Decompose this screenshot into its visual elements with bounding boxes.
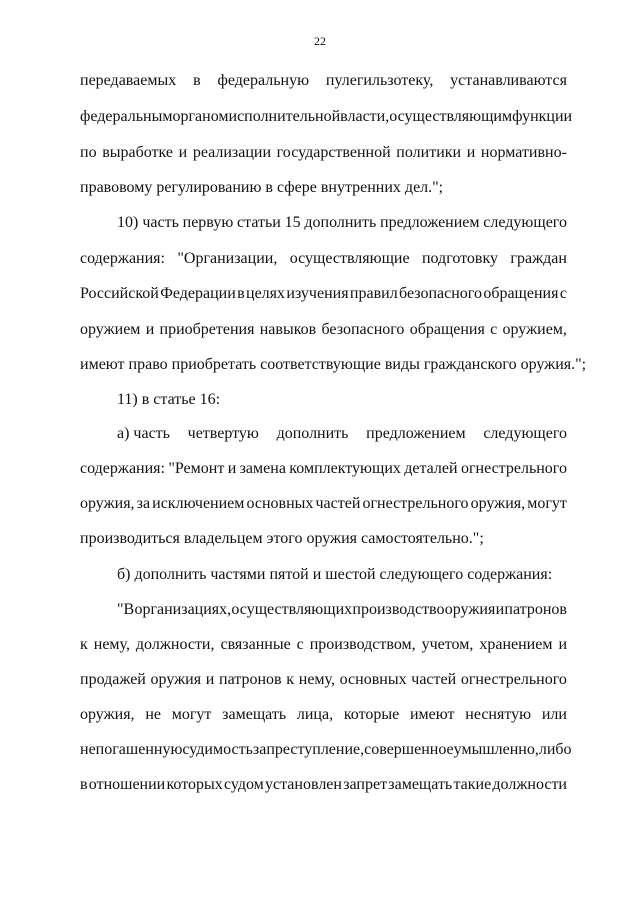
text-line (80, 635, 567, 655)
word: безопасного (321, 321, 405, 338)
word: выработке (102, 144, 173, 161)
word: патронов (219, 671, 282, 688)
text-line (80, 320, 567, 340)
word: учетом, (421, 636, 474, 653)
word: могут (171, 706, 212, 723)
word: следующего (483, 425, 567, 442)
word: предложением (380, 214, 480, 231)
word: обращения (409, 321, 485, 338)
word: по (80, 144, 97, 161)
text-line (80, 284, 567, 304)
word: и (205, 671, 215, 688)
text-line (80, 705, 567, 725)
word: комплектующих (289, 460, 401, 477)
word: предложением (366, 425, 466, 442)
word: органом (172, 108, 229, 125)
text-line: б) дополнить частями пятой и шестой следующего содержания: (117, 566, 553, 583)
word: в (237, 285, 245, 302)
word: осуществляющие (289, 250, 410, 267)
word: функции (512, 108, 573, 125)
word: запрет (343, 776, 388, 793)
word: навыков (259, 321, 317, 338)
text-line (80, 494, 567, 514)
word: 15 (284, 214, 301, 231)
word: дополнить (276, 425, 349, 442)
word: такие (453, 776, 492, 793)
word: дополнить (304, 214, 377, 231)
word: умышленно, (453, 741, 539, 758)
word: Федерации (160, 285, 236, 302)
word: 10) часть (117, 214, 179, 231)
text-line: правовому регулированию в сфере внутренних дел."; (80, 179, 444, 196)
word: "Организации, (177, 250, 278, 267)
word: оружия, (470, 495, 526, 512)
word: к (80, 636, 88, 653)
word: и (227, 460, 237, 477)
word: "Ремонт (168, 460, 225, 477)
word: с (490, 321, 498, 338)
word: оружия, (80, 706, 135, 723)
word: не (145, 706, 161, 723)
word: власти, (340, 108, 390, 125)
word: к (286, 671, 295, 688)
text-line (80, 740, 572, 760)
word: и (495, 601, 505, 618)
text-line: производиться владельцем этого оружия самостоятельно."; (80, 530, 484, 547)
word: федеральным (80, 108, 173, 125)
word: патронов (504, 601, 567, 618)
word: оружия (444, 601, 496, 618)
word: в (80, 776, 88, 793)
word: Российской (80, 285, 159, 302)
word: неснятую (465, 706, 532, 723)
word: устанавливаются (450, 72, 567, 89)
word: следующего (483, 214, 567, 231)
word: граждан (510, 250, 567, 267)
word: содержания: (80, 250, 165, 267)
word: имеют (409, 706, 455, 723)
word: и (178, 144, 188, 161)
word: безопасного (399, 285, 482, 302)
word: оружием, (502, 321, 567, 338)
word: судимость (182, 741, 253, 758)
word: с (559, 285, 567, 302)
text-line (117, 600, 567, 620)
word: подготовку (421, 250, 499, 267)
word: непогашенную (80, 741, 183, 758)
word: оружия (150, 671, 202, 688)
word: хранением (479, 636, 553, 653)
word: "В (117, 601, 135, 618)
word: обращения (483, 285, 559, 302)
word: производство (352, 601, 445, 618)
word: содержания: (80, 460, 165, 477)
word: или (541, 706, 567, 723)
word: отношении (88, 776, 166, 793)
word: а) часть (117, 425, 170, 442)
word: реализации (192, 144, 272, 161)
page-number: 22 (314, 34, 326, 48)
text-line: имеют право приобретать соответствующие виды гражданского оружия."; (80, 356, 587, 373)
word: осуществляющих (231, 601, 353, 618)
text-line (117, 424, 567, 444)
word: нему, (298, 671, 335, 688)
word: исключением (152, 495, 245, 512)
word: статьи (237, 214, 281, 231)
word: судом (223, 776, 264, 793)
word: огнестрельного (460, 671, 567, 688)
word: в (193, 72, 201, 89)
text-line (80, 143, 567, 163)
word: производством, (309, 636, 416, 653)
word: осуществляющим (389, 108, 513, 125)
text-line (80, 107, 573, 127)
word: политики (396, 144, 462, 161)
word: нему, (93, 636, 130, 653)
word: с (296, 636, 304, 653)
word: которых (166, 776, 223, 793)
word: огнестрельного (362, 495, 469, 512)
word: приобретения (159, 321, 255, 338)
text-line (117, 213, 567, 233)
text-line (80, 670, 567, 690)
word: которые (343, 706, 400, 723)
word: преступление, (266, 741, 365, 758)
word: государственной (276, 144, 391, 161)
word: продажей (80, 671, 146, 688)
word: либо (538, 741, 572, 758)
word: совершенное (364, 741, 454, 758)
word: должности (492, 776, 567, 793)
text-line: 11) в статье 16: (117, 391, 221, 408)
word: правил (349, 285, 398, 302)
word: пулегильзотеку, (325, 72, 434, 89)
word: огнестрельного (460, 460, 567, 477)
word: и (466, 144, 476, 161)
word: первую (182, 214, 234, 231)
word: за (136, 495, 151, 512)
word: установлен (265, 776, 342, 793)
word: оружия, (80, 495, 135, 512)
word: изучения (286, 285, 349, 302)
word: передаваемых (80, 72, 177, 89)
word: нормативно- (480, 144, 567, 161)
word: и (145, 321, 155, 338)
text-line (80, 775, 567, 795)
word: исполнительной (228, 108, 341, 125)
text-line (80, 71, 567, 91)
word: основных (246, 495, 314, 512)
word: могут (527, 495, 567, 512)
word: четвертую (187, 425, 259, 442)
word: основных (339, 671, 407, 688)
word: должности, (135, 636, 215, 653)
word: оружием (80, 321, 141, 338)
word: и (558, 636, 567, 653)
word: федеральную (217, 72, 310, 89)
text-line (80, 459, 567, 479)
word: частей (315, 495, 361, 512)
word: деталей (404, 460, 458, 477)
word: замещать (388, 776, 453, 793)
text-line (80, 249, 567, 269)
word: за (252, 741, 267, 758)
word: частей (411, 671, 457, 688)
word: целях (246, 285, 286, 302)
word: связанные (220, 636, 291, 653)
word: организациях, (134, 601, 232, 618)
word: замещать (222, 706, 287, 723)
word: лица, (296, 706, 334, 723)
word: замена (239, 460, 286, 477)
